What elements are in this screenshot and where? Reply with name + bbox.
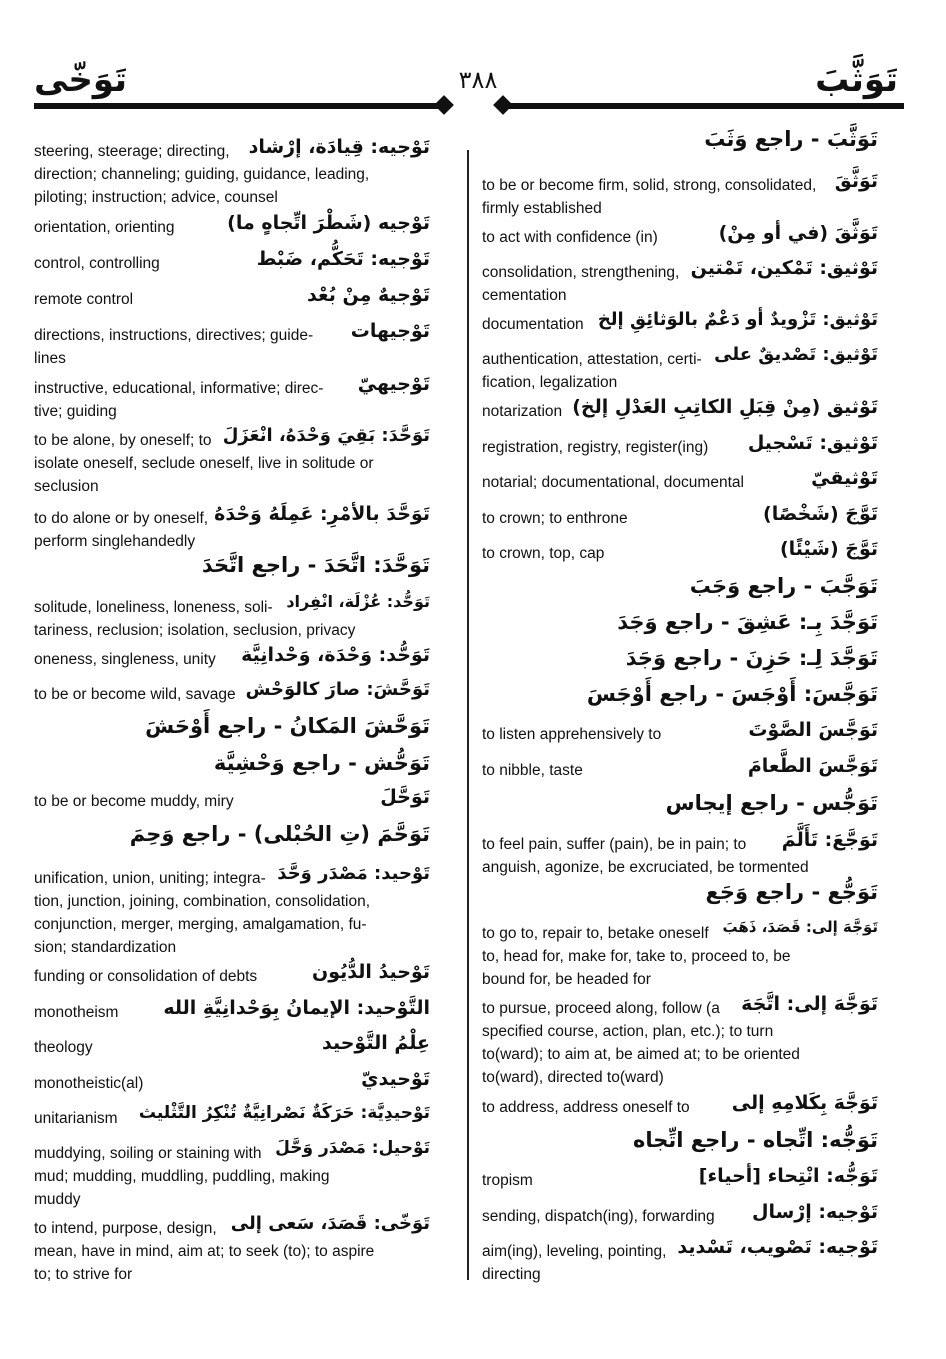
- arabic-headword: تَوْجيه: إرْسال: [752, 1201, 878, 1223]
- english-definition: to feel pain, suffer (pain), be in pain; to anguish, agonize, be excruciated, be tormented: [482, 836, 809, 876]
- arabic-headword: تَوَحَّمَ (تِ الحُبْلى) - راجع وَحِمَ: [129, 822, 430, 846]
- dictionary-entry: [34, 425, 430, 498]
- arabic-headword: تَوَجَّهَ إلى: اتَّجَهَ: [741, 993, 878, 1015]
- page-number: ٣٨٨: [458, 66, 498, 94]
- english-definition: to be alone, by oneself; to isolate oneself, seclude oneself, live in solitude or seclusion: [34, 432, 374, 495]
- arabic-headword: تَوَجَّسَ: أَوْجَسَ - راجع أَوْجَسَ: [586, 682, 878, 706]
- arabic-headword: تَوَجُّه: انْتِحاء [أحياء]: [698, 1165, 878, 1187]
- dictionary-entry: [34, 136, 430, 209]
- english-definition: remote control: [34, 291, 134, 308]
- dictionary-entry: [482, 993, 878, 1089]
- dictionary-entry: [34, 1138, 430, 1211]
- dictionary-entry: [34, 592, 430, 642]
- arabic-headword: تَوَجَّدَ بِـ: عَشِقَ - راجع وَجَدَ: [617, 610, 878, 634]
- english-definition: muddying, soiling or staining with mud; mudding, muddling, puddling, making muddy: [34, 1145, 330, 1208]
- arabic-headword: تَوَحُّد: وَحْدَة، وَحْدانِيَّة: [241, 644, 430, 666]
- english-definition: to pursue, proceed along, follow (a specified course, action, plan, etc.); to turn to(ward); to aim at, be aimed at; to be oriented to(ward), directed to(ward): [482, 1000, 800, 1086]
- column-divider: [467, 150, 469, 1280]
- english-definition: to be or become muddy, miry: [34, 793, 234, 810]
- arabic-headword: تَوَّجَ (شَخْصًا): [763, 503, 878, 525]
- english-definition: to go to, repair to, betake oneself to, head for, make for, take to, proceed to, be bound for, be headed for: [482, 925, 791, 988]
- dictionary-entry: [482, 918, 878, 991]
- dictionary-entry: [34, 786, 430, 813]
- english-definition: oneness, singleness, unity: [34, 651, 216, 668]
- arabic-headword: تَوْجيه: تَحَكُّم، ضَبْط: [256, 248, 430, 270]
- english-definition: to nibble, taste: [482, 762, 583, 779]
- dictionary-entry: [482, 1236, 878, 1286]
- arabic-headword: تَوْحيدِيَّة: حَرَكَةٌ نَصْرانِيَّةٌ تُنْكِرُ التَّثْليث: [138, 1103, 430, 1123]
- dictionary-entry: [482, 829, 878, 879]
- arabic-headword: تَوَجُّه: اتِّجاه - راجع اتِّجاه: [632, 1128, 878, 1152]
- dictionary-entry: [34, 644, 430, 671]
- arabic-headword: تَوَجَّهَ إلى: قَصَدَ، ذَهَبَ: [722, 918, 878, 936]
- english-definition: monotheistic(al): [34, 1075, 144, 1092]
- english-definition: to crown; to enthrone: [482, 510, 628, 527]
- dictionary-entry: [482, 755, 878, 782]
- dictionary-entry: [482, 432, 878, 459]
- english-definition: notarization: [482, 403, 563, 420]
- arabic-headword: تَوَحَّلَ: [380, 786, 430, 808]
- dictionary-entry: [34, 320, 430, 370]
- arabic-headword: تَوَحَّشَ المَكانُ - راجع أَوْحَشَ: [145, 714, 430, 738]
- english-definition: unification, union, uniting; integra- tion, junction, joining, combination, consolidation, conjunction, merger, merging, amalgamation, fu- sion; standardization: [34, 870, 371, 956]
- dictionary-entry: [34, 863, 430, 959]
- dictionary-entry: [482, 538, 878, 565]
- arabic-headword: تَوْثيق: تَمْكين، تَمْتين: [690, 257, 878, 279]
- dictionary-entry: [34, 503, 430, 553]
- dictionary-entry: [34, 284, 430, 311]
- english-definition: monotheism: [34, 1004, 119, 1021]
- english-definition: unitarianism: [34, 1110, 118, 1127]
- dictionary-entry: [34, 373, 430, 423]
- header-left-word: تَوَخّى: [34, 60, 127, 100]
- arabic-headword: تَوَخّى: قَصَدَ، سَعى إلى: [230, 1213, 430, 1234]
- arabic-headword: تَوْحيد: مَصْدَر وَحَّدَ: [277, 863, 430, 884]
- english-definition: to crown, top, cap: [482, 545, 605, 562]
- arabic-headword: تَوْجيه: قِيادَة، إرْشاد: [248, 136, 430, 158]
- arabic-headword: تَوْجيهات: [350, 320, 430, 342]
- arabic-headword: تَوْثيق: تَسْجيل: [747, 432, 878, 454]
- dictionary-entry: [34, 961, 430, 988]
- arabic-headword: تَوْجيه (شَطْرَ اتِّجاهٍ ما): [227, 212, 430, 234]
- english-definition: sending, dispatch(ing), forwarding: [482, 1208, 715, 1225]
- arabic-headword: تَوَثَّبَ - راجع وَثَبَ: [704, 127, 878, 151]
- english-definition: notarial; documentational, documental: [482, 474, 744, 491]
- arabic-headword: تَوَجَّدَ لِـ: حَزِنَ - راجع وَجَدَ: [625, 646, 878, 670]
- arabic-headword: تَوَجَّبَ - راجع وَجَبَ: [689, 574, 878, 598]
- dictionary-entry: [34, 1068, 430, 1095]
- english-definition: aim(ing), leveling, pointing, directing: [482, 1243, 667, 1283]
- arabic-headword: تَوْثيقيّ: [811, 467, 878, 489]
- header-rule-left: [34, 103, 440, 109]
- english-definition: control, controlling: [34, 255, 160, 272]
- english-definition: theology: [34, 1039, 93, 1056]
- arabic-headword: تَوَحَّدَ: اتَّحَدَ - راجع اتَّحَدَ: [201, 553, 430, 577]
- english-definition: solitude, loneliness, loneness, soli- tariness, reclusion; isolation, seclusion, privacy: [34, 599, 356, 639]
- dictionary-entry: [482, 396, 878, 423]
- arabic-headword: تَوَجَّعَ: تَأَلَّمَ: [781, 829, 878, 851]
- arabic-headword: تَوَثَّقَ: [834, 170, 878, 192]
- arabic-headword: تَوَحَّدَ: بَقِيَ وَحْدَهُ، انْعَزَلَ: [222, 425, 430, 446]
- arabic-headword: تَوَحُّد: عُزْلَة، انْفِراد: [286, 592, 430, 611]
- arabic-headword: تَوْحيدُ الدُّيُون: [312, 961, 430, 983]
- dictionary-entry: [482, 170, 878, 220]
- english-definition: directions, instructions, directives; guide- lines: [34, 327, 314, 367]
- header-rule-right: [508, 103, 904, 109]
- arabic-headword: تَوَجَّسَ الصَّوْتَ: [748, 719, 878, 741]
- dictionary-entry: [482, 467, 878, 494]
- dictionary-entry: [482, 309, 878, 336]
- english-definition: to act with confidence (in): [482, 229, 658, 246]
- dictionary-entry: [482, 222, 878, 249]
- dictionary-entry: [34, 212, 430, 239]
- dictionary-entry: [34, 1213, 430, 1286]
- arabic-headword: تَوْجيهيّ: [357, 373, 430, 395]
- dictionary-entry: [482, 503, 878, 530]
- arabic-headword: تَوَجُّس - راجع إيجاس: [665, 791, 878, 815]
- dictionary-entry: [482, 719, 878, 746]
- arabic-headword: تَوَحَّدَ بالأمْرِ: عَمِلَهُ وَحْدَهُ: [214, 503, 430, 525]
- arabic-headword: تَوَحُّش - راجع وَحْشِيَّة: [213, 751, 430, 775]
- header-right-word: تَوَثَّبَ: [815, 60, 898, 100]
- english-definition: consolidation, strengthening, cementation: [482, 264, 680, 304]
- english-definition: to do alone or by oneself, perform singlehandedly: [34, 510, 209, 550]
- arabic-headword: التَّوْحيد: الإيمانُ بِوَحْدانِيَّةِ الله: [163, 997, 430, 1019]
- arabic-headword: عِلْمُ التَّوْحيد: [322, 1032, 430, 1054]
- dictionary-entry: [34, 1032, 430, 1059]
- dictionary-entry: [482, 1165, 878, 1192]
- english-definition: documentation: [482, 316, 584, 333]
- arabic-headword: تَوْجيهٌ مِنْ بُعْد: [307, 284, 430, 306]
- dictionary-entry: [482, 257, 878, 307]
- dictionary-entry: [34, 1103, 430, 1130]
- dictionary-entry: [34, 248, 430, 275]
- english-definition: to listen apprehensively to: [482, 726, 662, 743]
- arabic-headword: تَوَّجَ (شَيْئًا): [779, 538, 878, 560]
- english-definition: orientation, orienting: [34, 219, 175, 236]
- english-definition: to intend, purpose, design, mean, have in mind, aim at; to seek (to); to aspire to; to strive for: [34, 1220, 375, 1283]
- dictionary-entry: [482, 1092, 878, 1119]
- dictionary-entry: [482, 344, 878, 394]
- arabic-headword: تَوْحيل: مَصْدَر وَحَّلَ: [275, 1138, 430, 1158]
- english-definition: funding or consolidation of debts: [34, 968, 258, 985]
- arabic-headword: تَوْثيق: تَصْديقٌ على: [714, 344, 878, 365]
- arabic-headword: تَوْثيق: تَزْويدٌ أو دَعْمٌ بالوَثائِقِ إلخ: [597, 309, 878, 330]
- arabic-headword: تَوْثيق (مِنْ قِبَلِ الكاتِبِ العَدْلِ إلخ): [572, 396, 878, 418]
- dictionary-entry: [34, 997, 430, 1024]
- english-definition: tropism: [482, 1172, 533, 1189]
- dictionary-entry: [482, 1201, 878, 1228]
- english-definition: instructive, educational, informative; direc- tive; guiding: [34, 380, 324, 420]
- dictionary-entry: [34, 679, 430, 706]
- header-diamond-left: [434, 95, 454, 115]
- arabic-headword: تَوَجَّسَ الطَّعامَ: [747, 755, 878, 777]
- english-definition: steering, steerage; directing, direction; channeling; guiding, guidance, leading, piloting; instruction; advice, counsel: [34, 143, 370, 206]
- english-definition: to be or become firm, solid, strong, consolidated, firmly established: [482, 177, 817, 217]
- arabic-headword: تَوْجيه: تَصْويب، تَسْديد: [677, 1236, 878, 1258]
- arabic-headword: تَوْحيديّ: [361, 1068, 430, 1090]
- english-definition: registration, registry, register(ing): [482, 439, 709, 456]
- arabic-headword: تَوَثَّقَ (في أو مِنْ): [718, 222, 878, 244]
- english-definition: to be or become wild, savage: [34, 686, 236, 703]
- english-definition: authentication, attestation, certi- fication, legalization: [482, 351, 702, 391]
- arabic-headword: تَوَجَّهَ بِكَلامِهِ إلى: [731, 1092, 878, 1114]
- english-definition: to address, address oneself to: [482, 1099, 690, 1116]
- arabic-headword: تَوَجُّع - راجع وَجَع: [705, 880, 878, 904]
- arabic-headword: تَوَحَّشَ: صارَ كالوَحْش: [245, 679, 430, 700]
